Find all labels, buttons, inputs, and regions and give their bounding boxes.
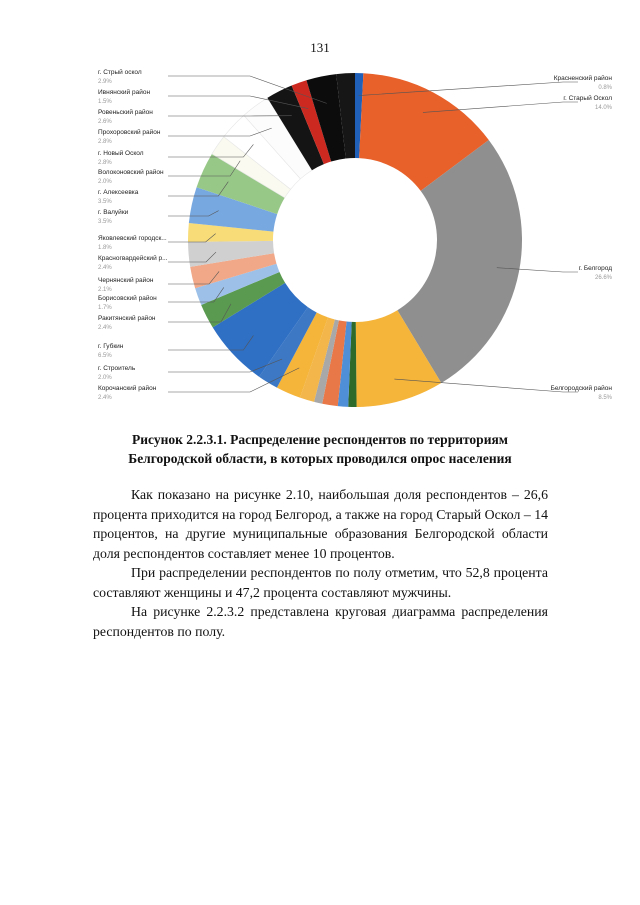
slice-label: г. Старый Оскол bbox=[563, 95, 612, 102]
slice-label: г. Стрый оскол bbox=[98, 69, 142, 76]
slice-label: Борисовский район bbox=[98, 295, 157, 302]
paragraph-2: При распределении респондентов по полу отметим, что 52,8 процента составляют женщины и 47,2 процента составляют мужчины. bbox=[93, 565, 548, 600]
slice-percent: 3.5% bbox=[98, 219, 112, 225]
slice-percent: 2.4% bbox=[98, 395, 112, 401]
caption-line-1: Рисунок 2.2.3.1. Распределение респондентов по территориям bbox=[132, 432, 508, 447]
slice-label: Яковлевский городск... bbox=[98, 235, 167, 242]
slice-percent: 2.0% bbox=[98, 375, 112, 381]
slice-percent: 14.0% bbox=[594, 105, 612, 111]
slice-label: г. Губкин bbox=[98, 343, 124, 350]
slice-label: г. Строитель bbox=[98, 365, 136, 372]
paragraph-3: На рисунке 2.2.3.2 представлена круговая диаграмма распределения респондентов по полу. bbox=[93, 604, 548, 639]
slice-percent: 6.5% bbox=[98, 353, 112, 359]
slice-percent: 3.5% bbox=[98, 199, 112, 205]
slice-percent: 2.8% bbox=[98, 139, 112, 145]
slice-percent: 1.7% bbox=[98, 305, 112, 311]
slice-percent: 8.5% bbox=[598, 395, 612, 401]
caption-line-2: Белгородской области, в которых проводился опрос населения bbox=[128, 451, 512, 466]
slice-label: г. Валуйки bbox=[98, 209, 129, 216]
slice-percent: 2.4% bbox=[98, 325, 112, 331]
slice-label: г. Белгород bbox=[578, 265, 612, 272]
slice-label: Корочанский район bbox=[98, 385, 157, 392]
slice-label: Прохоровский район bbox=[98, 129, 161, 136]
slice-label: г. Алексеевка bbox=[98, 189, 139, 196]
donut-chart bbox=[0, 0, 640, 420]
slice-percent: 2.0% bbox=[98, 179, 112, 185]
slice-percent: 2.1% bbox=[98, 287, 112, 293]
page-number: 131 bbox=[310, 40, 330, 55]
paragraph-1: Как показано на рисунке 2.10, наибольшая доля респондентов – 26,6 процента приходится на город Белгород, а также на город Старый Оскол – 14 процентов, на другие муниципальные образования Белгородской области доля респондентов составляет менее 10 процентов. bbox=[93, 487, 548, 561]
slice-label: Ровеньский район bbox=[98, 109, 153, 116]
slice-percent: 2.9% bbox=[98, 79, 112, 85]
slice-label: Чернянский район bbox=[98, 277, 154, 284]
slice-label: г. Новый Оскол bbox=[98, 150, 144, 157]
slice-percent: 0.8% bbox=[598, 85, 612, 91]
slice-label: Красногвардейский р... bbox=[98, 255, 168, 262]
figure-caption bbox=[100, 430, 540, 468]
slice-label: Ивнянский район bbox=[98, 89, 151, 96]
slice-percent: 1.8% bbox=[98, 245, 112, 251]
slice-percent: 2.8% bbox=[98, 160, 112, 166]
slice-label: Волоконовский район bbox=[98, 169, 164, 176]
body-text bbox=[93, 485, 548, 641]
slice-label: Красненский район bbox=[553, 75, 612, 82]
slice-label: Белгородский район bbox=[550, 385, 612, 392]
slice-percent: 26.6% bbox=[594, 275, 612, 281]
slice-percent: 2.4% bbox=[98, 265, 112, 271]
slice-label: Ракитянский район bbox=[98, 315, 156, 322]
slice-percent: 2.6% bbox=[98, 119, 112, 125]
slice-percent: 1.5% bbox=[98, 99, 112, 105]
